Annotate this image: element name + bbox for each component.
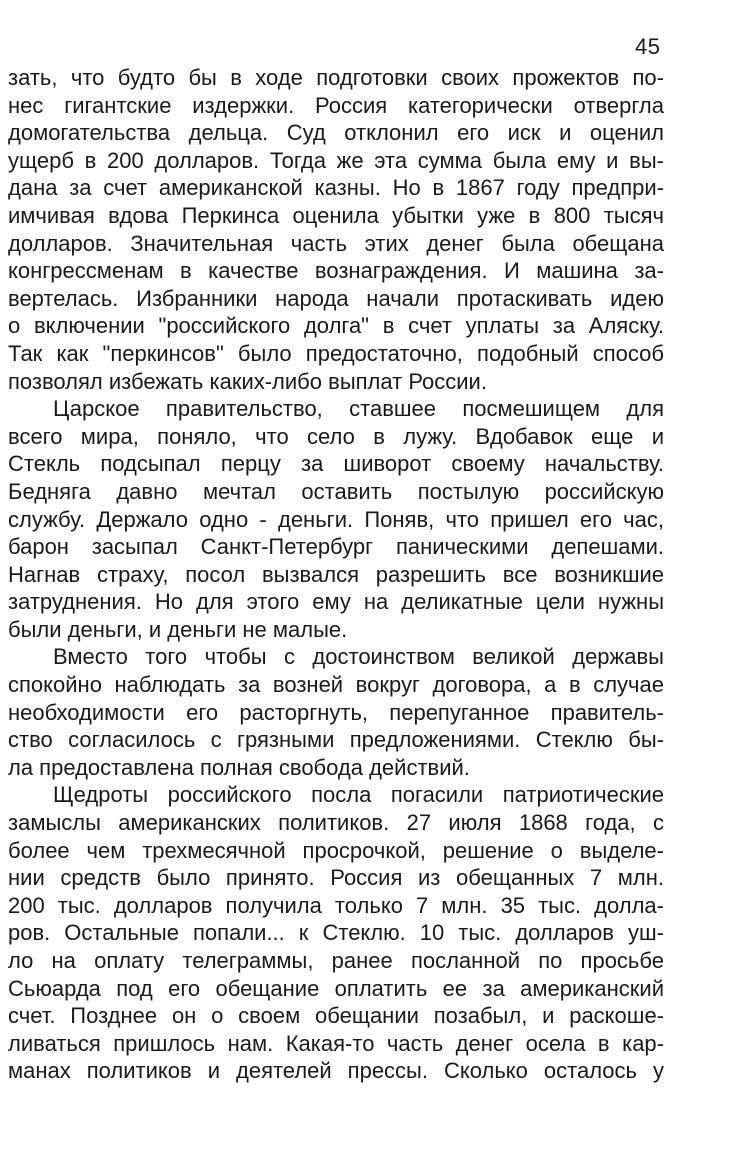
text-line: ров. Остальные попали... к Стеклю. 10 тыс. долларов уш- [8, 920, 664, 946]
text-line: Так как "перкинсов" было предостаточно, подобный способ [8, 340, 664, 366]
body-text [8, 64, 664, 1085]
page-number: 45 [635, 34, 661, 59]
text-line: ливаться пришлось нам. Какая-то часть денег осела в кар- [8, 1030, 664, 1056]
text-line: затруднения. Но для этого ему на деликатные цели нужны [8, 589, 664, 615]
text-line: ство согласилось с грязными предложениями. Стеклю бы- [8, 727, 664, 753]
text-line: Бедняга давно мечтал оставить постылую российскую [8, 478, 664, 504]
text-line: службу. Держало одно - деньги. Поняв, что пришел его час, [8, 506, 664, 532]
text-line: Сьюарда под его обещание оплатить ее за американский [8, 975, 664, 1001]
text-line: манах политиков и деятелей прессы. Сколько осталось у [8, 1058, 664, 1084]
text-line: Щедроты российского посла погасили патриотические [53, 782, 664, 808]
text-line: были деньги, и деньги не малые. [8, 616, 348, 642]
text-line: счет. Позднее он о своем обещании позабыл, и раскоше- [8, 1003, 664, 1029]
text-line: долларов. Значительная часть этих денег была обещана [8, 230, 664, 256]
text-line: 200 тыс. долларов получила только 7 млн. 35 тыс. долла- [8, 892, 664, 918]
text-line: нии средств было принято. Россия из обещанных 7 млн. [8, 865, 664, 891]
text-line: нес гигантские издержки. Россия категорически отвергла [8, 92, 664, 118]
text-line: дана за счет американской казны. Но в 1867 году предпри- [8, 175, 664, 201]
text-line: спокойно наблюдать за возней вокруг договора, а в случае [8, 672, 664, 698]
text-line: Нагнав страху, посол вызвался разрешить все возникшие [8, 561, 664, 587]
text-line: ла предоставлена полная свобода действий. [8, 754, 470, 780]
text-line: замыслы американских политиков. 27 июля 1868 года, с [8, 810, 664, 836]
text-line: всего мира, поняло, что село в лужу. Вдобавок еще и [8, 423, 664, 449]
text-line: необходимости его расторгнуть, перепуганное правитель- [8, 699, 664, 725]
text-line: Царское правительство, ставшее посмешищем для [53, 396, 664, 422]
text-line: ло на оплату телеграммы, ранее посланной по просьбе [8, 948, 664, 973]
text-line: вертелась. Избранники народа начали протаскивать идею [8, 285, 664, 311]
text-line: позволял избежать каких-либо выплат России. [8, 368, 487, 394]
text-line: зать, что будто бы в ходе подготовки своих прожектов по- [8, 65, 664, 90]
text-line: конгрессменам в качестве вознаграждения. И машина за- [8, 258, 664, 284]
text-line: ущерб в 200 долларов. Тогда же эта сумма была ему и вы- [8, 147, 664, 173]
text-line: Вместо того чтобы с достоинством великой державы [53, 644, 664, 670]
text-line: имчивая вдова Перкинса оценила убытки уже в 800 тысяч [8, 202, 664, 228]
text-line: домогательства дельца. Суд отклонил его иск и оценил [8, 120, 664, 146]
text-line: барон засыпал Санкт-Петербург паническими депешами. [8, 534, 664, 560]
text-line: Стекль подсыпал перцу за шиворот своему начальству. [8, 451, 664, 477]
text-line: о включении "российского долга" в счет уплаты за Аляску. [8, 313, 664, 339]
text-line: более чем трехмесячной просрочкой, решение о выделе- [8, 837, 664, 863]
